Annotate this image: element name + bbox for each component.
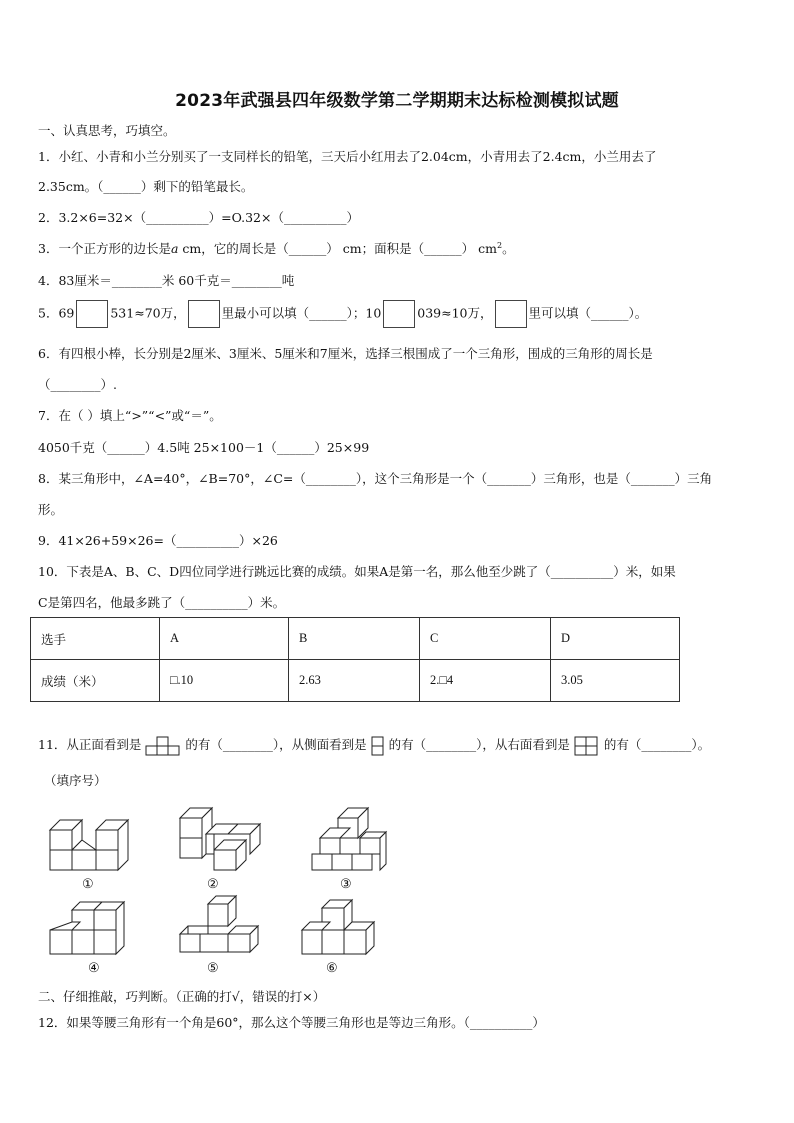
blank-box — [188, 300, 220, 328]
question-6-line2: （________）. — [38, 377, 117, 392]
right-view-icon — [574, 736, 600, 756]
question-8-line1: 8．某三角形中，∠A=40°，∠B=70°，∠C=（________），这个三角形是一个（_______）三角形，也是（_______）三角 — [38, 471, 713, 486]
q3-text-b: ，它的周长是（______） — [201, 241, 339, 256]
q11-text-b: 的有（________），从侧面看到是 — [185, 737, 367, 752]
q5-text-a: 5．69 — [38, 305, 75, 321]
table-cell: 2.63 — [289, 660, 420, 702]
figure-label-1: ① — [82, 877, 94, 892]
question-1-line1: 1．小红、小青和小兰分别买了一支同样长的铅笔，三天后小红用去了2.04cm，小青用去了2.4cm，小兰用去了 — [38, 149, 657, 164]
cube-figure-6 — [298, 896, 390, 956]
q11-text-c: 的有（________），从右面看到是 — [388, 737, 570, 752]
table-cell: □.10 — [160, 660, 289, 702]
figure-label-5: ⑤ — [207, 961, 219, 976]
score-table — [30, 617, 680, 702]
section-1-heading: 一、认真思考，巧填空。 — [38, 123, 176, 138]
q5-text-e: 里可以填（______）。 — [528, 305, 648, 321]
question-7-line1: 7．在（ ）填上“>”“<”或“＝”。 — [38, 408, 222, 423]
q3-text-a: 3．一个正方形的边长是 — [38, 241, 171, 256]
page-title: 2023年武强县四年级数学第二学期期末达标检测模拟试题 — [175, 91, 619, 111]
q3-text-c: ；面积是（______） — [361, 241, 475, 256]
cube-figure-3 — [310, 806, 390, 874]
table-header-cell: B — [289, 618, 420, 660]
blank-box — [76, 300, 108, 328]
question-3 — [38, 239, 515, 257]
question-5 — [38, 300, 647, 328]
q3-unit-3: cm — [478, 241, 497, 256]
q3-text-d: 。 — [502, 241, 515, 256]
q5-text-c: 里最小可以填（______）；10 — [221, 305, 382, 321]
question-1-line2: 2.35cm。（______）剩下的铅笔最长。 — [38, 179, 254, 194]
table-header-cell: C — [420, 618, 551, 660]
question-2: 2．3.2×6=32×（__________）=O.32×（__________） — [38, 210, 359, 225]
q5-text-d: 039≈10万， — [417, 305, 493, 321]
question-7-line2: 4050千克（______）4.5吨 25×100－1（______）25×99 — [38, 440, 370, 455]
section-2-heading: 二、仔细推敲，巧判断。（正确的打√，错误的打×） — [38, 989, 326, 1004]
question-12: 12．如果等腰三角形有一个角是60°，那么这个等腰三角形也是等边三角形。（__________） — [38, 1015, 545, 1030]
q3-variable: a — [170, 241, 179, 256]
figure-label-3: ③ — [340, 877, 352, 892]
q3-unit-2: cm — [342, 241, 362, 256]
q11-text-a: 11．从正面看到是 — [38, 737, 142, 752]
q11-text-d: 的有（________）。 — [603, 737, 711, 752]
table-header-cell: A — [160, 618, 289, 660]
q5-text-b: 531≈70万， — [110, 305, 186, 321]
table-row — [31, 618, 680, 660]
question-8-line2: 形。 — [38, 502, 64, 517]
cube-figure-4 — [46, 898, 138, 956]
cube-figure-5 — [178, 888, 274, 956]
cube-figure-1 — [46, 818, 136, 874]
question-6-line1: 6．有四根小棒，长分别是2厘米、3厘米、5厘米和7厘米，选择三根围成了一个三角形，围成的三角形的周长是 — [38, 346, 653, 361]
question-10-line2: C是第四名，他最多跳了（__________）米。 — [38, 595, 286, 610]
blank-box — [383, 300, 415, 328]
question-11 — [38, 735, 710, 756]
question-11-note: （填序号） — [44, 773, 107, 788]
table-cell: 3.05 — [551, 660, 680, 702]
question-10-line1: 10．下表是A、B、C、D四位同学进行跳远比赛的成绩。如果A是第一名，那么他至少跳了（__________）米，如果 — [38, 564, 676, 579]
table-cell: 2.□4 — [420, 660, 551, 702]
table-row — [31, 660, 680, 702]
table-header-cell: D — [551, 618, 680, 660]
cube-figure-2 — [178, 806, 274, 874]
figure-label-6: ⑥ — [326, 961, 338, 976]
question-9: 9．41×26+59×26=（__________）×26 — [38, 533, 278, 548]
blank-box — [495, 300, 527, 328]
figure-label-4: ④ — [88, 961, 100, 976]
q3-superscript: 2 — [496, 240, 503, 250]
front-view-icon — [145, 736, 181, 756]
table-cell: 成绩（米） — [31, 660, 160, 702]
side-view-icon — [371, 736, 385, 756]
question-4: 4．83厘米＝________米 60千克＝________吨 — [38, 273, 295, 288]
q3-unit-1: cm — [182, 241, 202, 256]
table-header-cell: 选手 — [31, 618, 160, 660]
figure-label-2: ② — [207, 877, 219, 892]
